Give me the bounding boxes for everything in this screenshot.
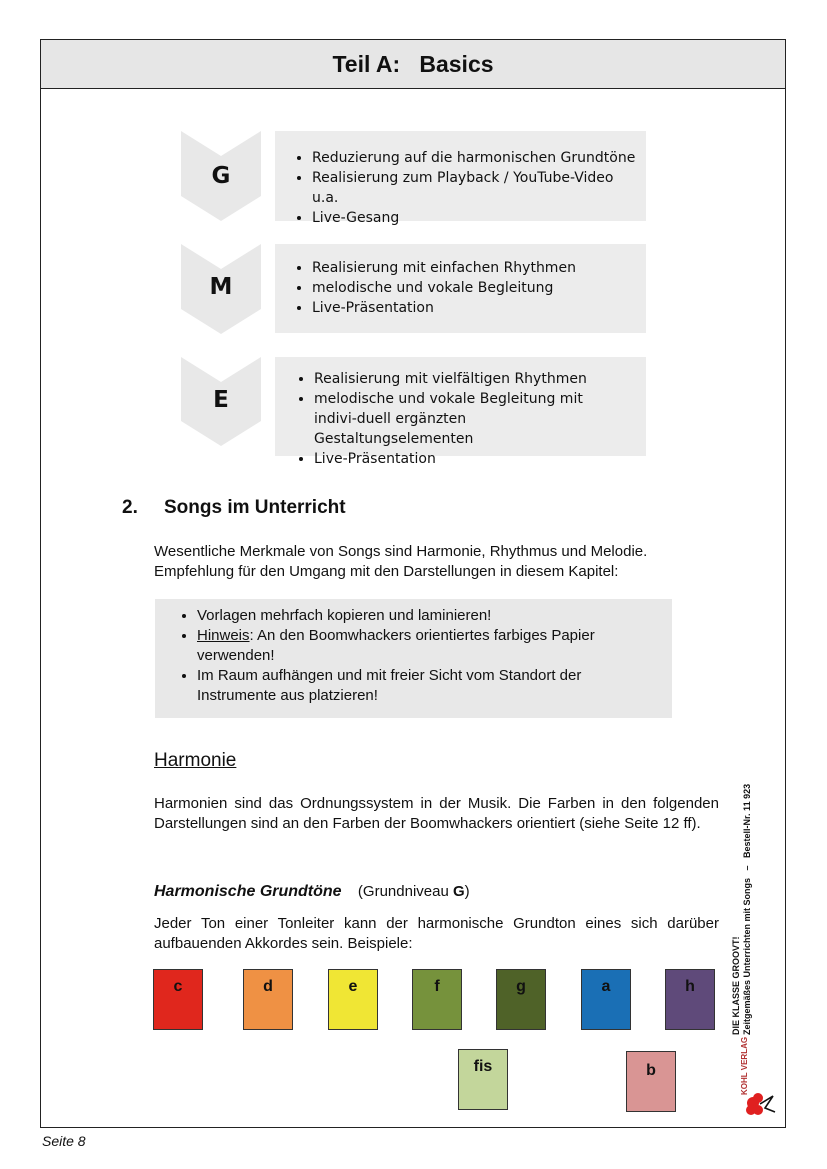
level-item: • melodische und vokale Begleitung mit indivi-duell ergänzten Gestaltungselementen	[314, 389, 626, 449]
harmonie-heading: Harmonie	[154, 750, 237, 771]
grundtoene-title: Harmonische Grundtöne	[154, 883, 342, 900]
level-note-suffix: )	[464, 883, 470, 900]
level-letter: M	[209, 274, 233, 300]
level-item: • melodische und vokale Begleitung	[312, 278, 636, 298]
level-box-g	[275, 131, 646, 226]
level-item: • Reduzierung auf die harmonischen Grundtöne	[312, 148, 636, 168]
level-chevron-e	[181, 357, 261, 446]
level-item: • Realisierung mit vielfältigen Rhythmen	[314, 369, 626, 389]
tone-label: h	[685, 978, 695, 995]
intro-paragraph	[154, 542, 647, 582]
tone-card-d	[243, 969, 293, 1030]
tone-label: f	[434, 978, 440, 995]
level-item: • Realisierung zum Playback / YouTube-Video u.a.	[312, 168, 636, 208]
tone-card-e	[328, 969, 378, 1030]
section-number: 2.	[122, 497, 138, 518]
level-item: • Live-Präsentation	[312, 298, 636, 318]
publisher-name: KOHL VERLAG	[740, 1036, 749, 1095]
tone-label: e	[348, 978, 358, 995]
grundtoene-heading	[154, 883, 470, 901]
tone-card-b	[626, 1051, 676, 1112]
tone-card-h	[665, 969, 715, 1030]
sidebar-line2: Zeitgemäßes Unterrichten mit Songs – Bestell-Nr. 11 923	[742, 783, 752, 1035]
section-title-text: Songs im Unterricht	[164, 497, 346, 518]
level-chevron-m	[181, 244, 261, 334]
tone-label: d	[263, 978, 273, 995]
level-box-e	[275, 357, 646, 467]
tone-card-g	[496, 969, 546, 1030]
sidebar-line1: DIE KLASSE GROOVT!	[731, 936, 741, 1035]
harmonie-paragraph: Harmonien sind das Ordnungssystem in der Musik. Die Farben in den folgenden Darstellungen sind an den Farben der Boomwhackers orientiert (siehe Seite 12 ff).	[154, 795, 719, 832]
level-letter: G	[211, 163, 231, 189]
intro-line: Wesentliche Merkmale von Songs sind Harmonie, Rhythmus und Melodie.	[154, 543, 648, 560]
level-item: • Live-Gesang	[312, 208, 636, 228]
level-letter: E	[213, 387, 229, 413]
intro-line: Empfehlung für den Umgang mit den Darstellungen in diesem Kapitel:	[154, 563, 619, 580]
hint-item: • Vorlagen mehrfach kopieren und laminieren!	[197, 606, 662, 626]
tone-card-a	[581, 969, 631, 1030]
tone-label: fis	[473, 1058, 493, 1075]
hint-label: Hinweis	[197, 627, 250, 644]
tone-card-f	[412, 969, 462, 1030]
level-note-letter: G	[452, 883, 465, 900]
hint-item	[197, 626, 662, 666]
page-header	[41, 40, 785, 89]
tone-label: c	[173, 978, 183, 995]
publisher-logo-icon	[743, 1090, 779, 1122]
tone-label: g	[516, 978, 526, 995]
level-item: • Live-Präsentation	[314, 449, 626, 469]
page-number: Seite 8	[42, 1133, 86, 1149]
level-note-prefix: (Grundniveau	[357, 883, 453, 900]
sidebar-text	[731, 784, 753, 1035]
section-title	[122, 497, 346, 519]
tone-label: b	[646, 1062, 656, 1079]
tone-card-fis	[458, 1049, 508, 1110]
example-paragraph: Jeder Ton einer Tonleiter kann der harmonische Grundton eines sich darüber aufbauenden Akkordes sein. Beispiele:	[154, 915, 719, 952]
hint-item: • Im Raum aufhängen und mit freier Sicht vom Standort der Instrumente aus platzieren!	[197, 666, 662, 706]
level-box-m	[275, 244, 646, 333]
hint-text: : An den Boomwhackers orientiertes farbiges Papier verwenden!	[197, 627, 595, 664]
level-chevron-g	[181, 131, 261, 221]
tone-card-c	[153, 969, 203, 1030]
level-item: • Realisierung mit einfachen Rhythmen	[312, 258, 636, 278]
hint-box	[155, 599, 672, 718]
tone-label: a	[601, 978, 611, 995]
publisher-sidebar	[727, 760, 787, 1120]
page-title: Teil A: Basics	[332, 50, 494, 77]
